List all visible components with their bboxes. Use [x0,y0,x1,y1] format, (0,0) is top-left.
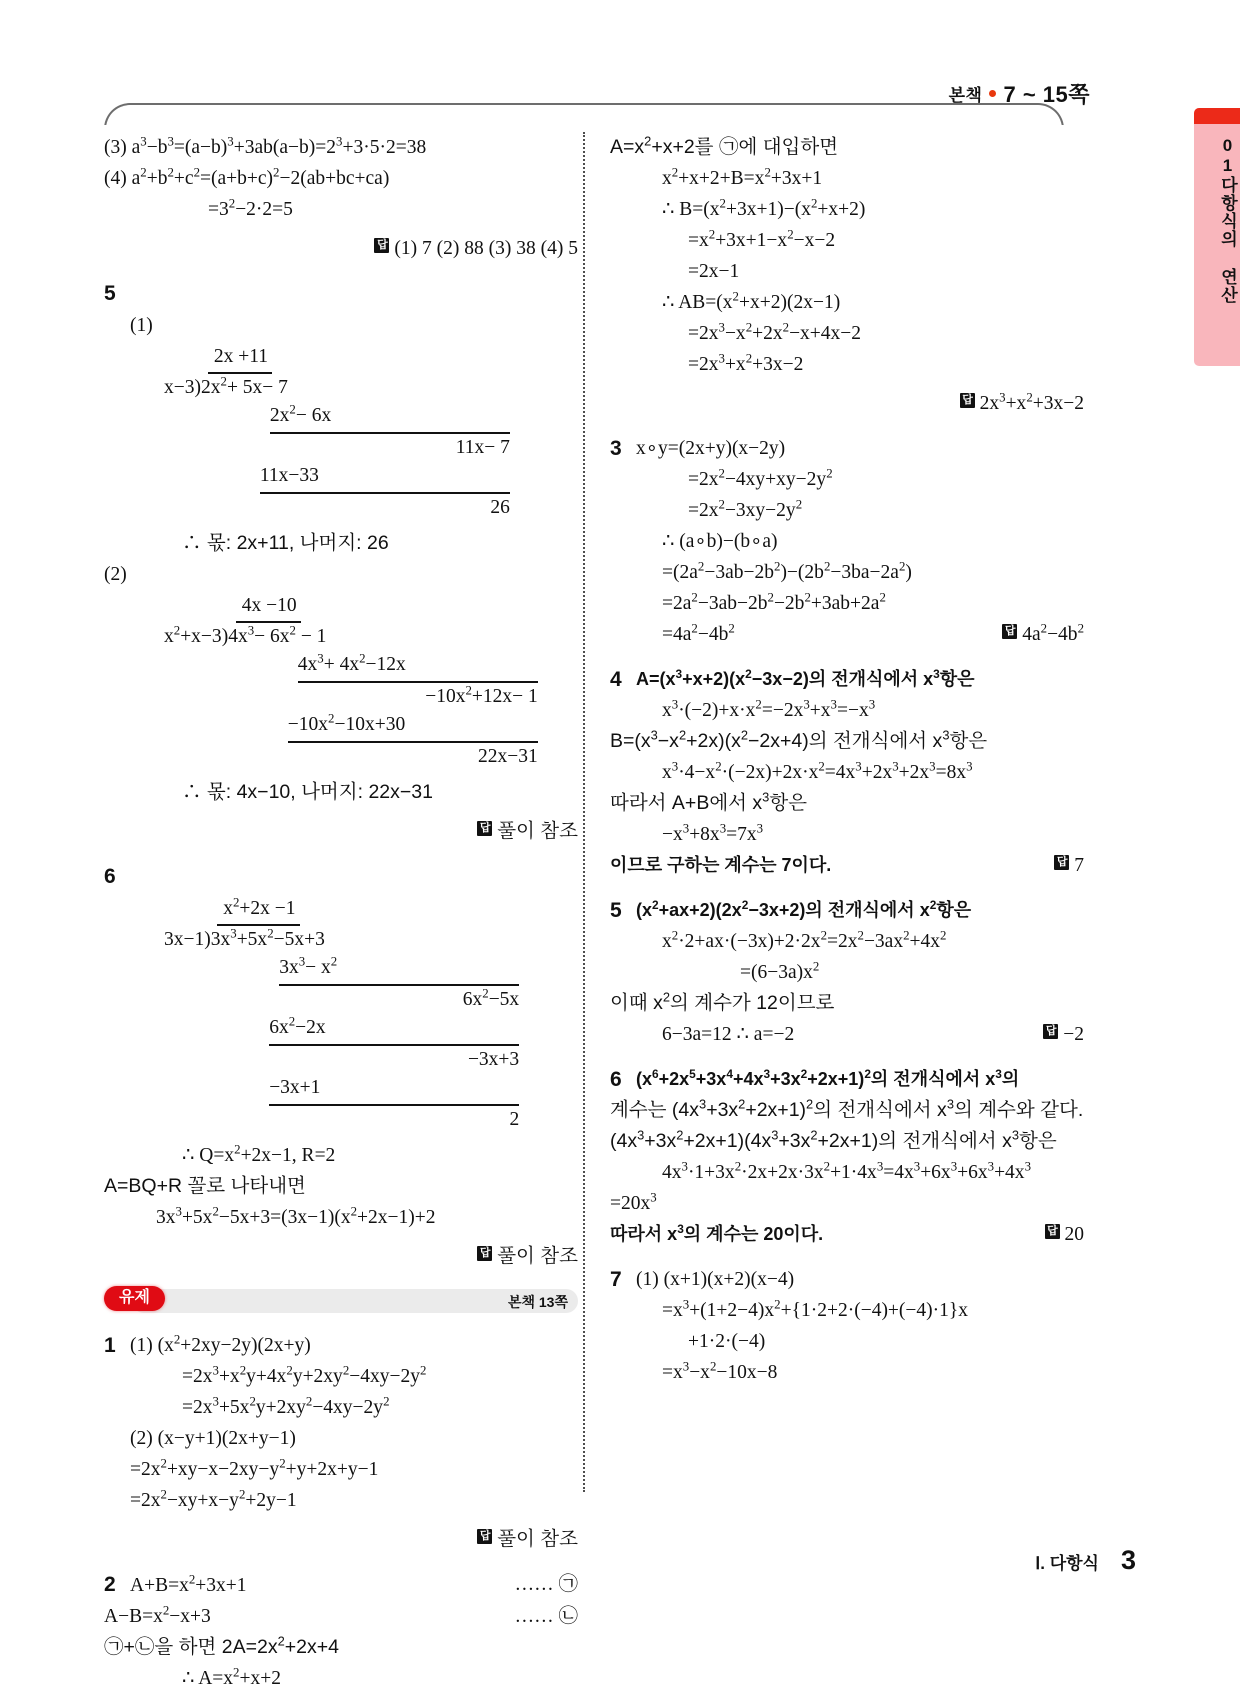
section-badge: 유제 [104,1286,165,1311]
division-step [104,462,510,494]
answer-line [104,233,578,264]
math-line: $=2x^3-x^2+2x^2-x+4x-2$ [688,320,862,344]
math-line: (2) (x−y+1)(2x+y−1) [130,1428,296,1449]
text-line: 따라서 A+B에서 $x^3$항은 [610,789,808,814]
question-number-row [104,278,578,310]
chapter-tab [1194,108,1240,366]
math-line: $=x^3-x^2-10x-8$ [662,1359,778,1383]
section-page-ref: 본책 13쪽 [507,1294,568,1310]
answer-value: 답 20 [1045,1219,1085,1250]
answer-value: 풀이 참조 [497,820,578,842]
math-line: (1) [130,315,153,336]
math-line: $=2x^2-4xy+xy-2y^2$ [688,466,833,490]
math-line: $=2x^2-xy+x-y^2+2y-1$ [130,1487,297,1511]
math-line: ∴ $B=(x^2+3x+1)-(x^2+x+2)$ [662,196,866,220]
division-divisor: x−3 [164,377,195,398]
long-division [104,343,578,522]
division-step [104,402,510,434]
division-bracket-icon: ) [221,626,229,647]
question-text: $(x^2+ax+2)(2x^2-3x+2)$의 전개식에서 $x^2$항은 [636,898,972,920]
division-step-value: $2x^2- 6x$ [270,402,510,434]
math-line-with-answer: 6−3a=12 ∴ a=−2 답 −2 [610,1019,1084,1050]
math-line: (2) [104,564,127,585]
division-step [104,651,538,683]
division-step-value: $-10x^2+12x- 1$ [425,683,538,707]
question-row [610,664,1084,695]
answer-value: 답 7 [1054,850,1084,881]
right-column-body [610,132,1084,1388]
answer-value: (1) 7 (2) 88 (3) 38 (4) 5 [394,238,578,259]
question-row [610,1264,1084,1295]
answer-value: $2x^3+x^2+3x-2$ [979,390,1084,414]
question-number: 5 [104,282,116,305]
chapter-tab-number: 01 [1218,136,1237,176]
division-step [104,683,538,711]
question-text: x∘y=(2x+y)(x−2y) [636,438,786,459]
text-content: 이므로 구하는 계수는 7이다. [610,855,832,875]
answer-value: 풀이 참조 [497,1245,578,1267]
text-line: 이때 $x^2$의 계수가 12이므로 [610,989,835,1014]
math-line: $=(2a^2-3ab-2b^2)-(2b^2-3ba-2a^2)$ [662,559,912,583]
division-step-value: 11x−33 [260,462,510,494]
division-bracket-icon: ) [194,377,201,398]
math-line: $=x^3+(1+2-4)x^2+\{1\cdot 2+2\cdot(-4)+(-4)\cdot 1\}x$ [662,1297,969,1321]
practice-section-body [104,1330,578,1694]
question-number: 2 [104,1573,116,1596]
question-row [610,433,1084,464]
question-text: $A=(x^3+x+2)(x^2-3x-2)$의 전개식에서 $x^3$항은 [636,667,975,689]
division-dividend-row [104,926,578,954]
math-line: $=3^2-2\cdot 2=5$ [208,196,293,220]
question-number: 4 [610,668,622,691]
text-line: ∴ 몫: 4x−10, 나머지: 22x−31 [182,781,433,803]
math-line-with-answer: $=4a^2-4b^2$ 답 $4a^2-4b^2$ [610,619,1084,650]
chapter-tab-cap [1194,108,1240,124]
division-step [104,434,510,462]
math-line: $3x^3+5x^2-5x+3=(3x-1)(x^2+2x-1)+2$ [156,1204,436,1228]
question-text: (1) $(x^2+2xy-2y)(2x+y)$ [130,1332,311,1356]
math-line: $=2x^2+xy-x-2xy-y^2+y+2x+y-1$ [130,1456,379,1480]
answer-marker-icon: 답 [477,821,492,836]
division-quotient: 2x +11 [104,343,578,374]
question-number: 3 [610,437,622,460]
math-line: $x^2+x+2+B=x^2+3x+1$ [662,165,823,189]
question-row [610,1064,1084,1095]
page-number: 3 [1120,1545,1136,1575]
division-step-value: $-10x^2-10x+30$ [288,711,538,743]
text-line: $A=x^2+x+2$를 ㉠에 대입하면 [610,133,839,158]
math-line: $=2x^3+x^2+3x-2$ [688,351,804,375]
math-line-with-ref: $A-B=x^2-x+3$ …… ㉡ [104,1601,578,1632]
question-number: 6 [104,865,116,888]
division-step-value: −3x+1 [269,1074,519,1106]
answer-marker-icon: 답 [1043,1024,1058,1039]
answer-line [104,816,578,847]
section-header-practice [104,1286,578,1316]
math-line: $=2a^2-3ab-2b^2-2b^2+3ab+2a^2$ [662,590,886,614]
question-number: 7 [610,1268,622,1291]
question-number: 6 [610,1068,622,1091]
division-step-value: 22x−31 [478,746,538,767]
footer-chapter: Ⅰ. 다항식 [1035,1554,1099,1573]
question-number: 5 [610,899,622,922]
long-division [104,592,578,771]
division-dividend: $3x^3+5x^2-5x+3$ [210,926,325,950]
division-step [104,1074,519,1106]
bullet-dot-icon [989,90,996,97]
answer-marker-icon: 답 [960,393,975,408]
math-line: $=2x^3+5x^2y+2xy^2-4xy-2y^2$ [182,1394,390,1418]
text-line: A=BQ+R 꼴로 나타내면 [104,1175,306,1197]
answer-marker-icon: 답 [1054,855,1069,870]
question-text: $A+B=x^2+3x+1$ [130,1572,247,1596]
division-step [104,711,538,743]
question-text: (1) (x+1)(x+2)(x−4) [636,1269,795,1290]
math-line: $4x^3\cdot 1+3x^2\cdot 2x+2x\cdot 3x^2+1\cdot 4x^3=4x^3+6x^3+6x^3+4x^3$ [662,1159,1031,1183]
running-head-range: 7 ~ 15쪽 [1003,82,1090,107]
right-column [610,132,1084,1388]
math-line: ∴ $AB=(x^2+x+2)(2x-1)$ [662,289,841,313]
division-dividend: $4x^3- 6x^2 - 1$ [228,623,327,647]
chapter-tab-title: 다항식의 연산 [1218,176,1237,304]
answer-marker-icon: 답 [1002,624,1017,639]
division-divisor: $x^2+x-3$ [164,623,222,647]
division-divisor: 3x−1 [164,929,205,950]
answer-value: 풀이 참조 [497,1528,578,1550]
text-line: $(4x^3+3x^2+2x+1)(4x^3+3x^2+2x+1)$의 전개식에서 $x^3$항은 [610,1127,1057,1152]
division-quotient: $x^2+2x -1$ [104,895,578,926]
answer-marker-icon: 답 [477,1529,492,1544]
answer-line [104,1241,578,1272]
text-line: ∴ 몫: 2x+11, 나머지: 26 [182,532,389,554]
division-quotient: 4x −10 [104,592,578,623]
math-line: $=2x^2-3xy-2y^2$ [688,497,803,521]
division-step-value: $6x^2-5x$ [462,986,520,1010]
math-line: ∴ (a∘b)−(b∘a) [662,531,778,552]
math-line: ∴ $A=x^2+x+2$ [182,1665,281,1689]
answer-marker-icon: 답 [1045,1224,1060,1239]
division-step [104,494,510,522]
division-step-value: 11x− 7 [455,437,510,458]
math-line: $=x^2+3x+1-x^2-x-2$ [688,227,836,251]
math-line: (4) $a^2+b^2+c^2=(a+b+c)^2-2(ab+bc+ca)$ [104,165,390,189]
question-row-with-ref [104,1569,578,1601]
math-line-with-answer [610,1219,1084,1250]
division-step [104,1046,519,1074]
equation-ref-label: …… ㉠ [514,1574,578,1595]
equation-ref-label: …… ㉡ [514,1606,578,1627]
division-step-value: $3x^3- x^2$ [279,954,519,986]
division-step [104,954,519,986]
answer-line [610,388,1084,419]
question-row [104,1330,578,1361]
division-step-value: −3x+3 [467,1049,520,1070]
math-line-with-answer [610,850,1084,881]
division-step-value: 26 [490,497,510,518]
math-line: $x^3\cdot 4-x^2\cdot(-2x)+2x\cdot x^2=4x^3+2x^3+2x^3=8x^3$ [662,759,973,783]
answer-value: 답 $4a^2-4b^2$ [1002,619,1084,650]
math-line: =2x−1 [688,261,740,282]
division-dividend-row [104,374,578,402]
math-line: +1·2·(−4) [688,1331,766,1352]
math-line: $x^3\cdot(-2)+x\cdot x^2=-2x^3+x^3=-x^3$ [662,697,876,721]
division-dividend-row [104,623,578,651]
division-dividend: $2x^2+ 5x- 7$ [201,374,288,398]
division-step [104,986,519,1014]
math-line: (3) $a^3-b^3=(a-b)^3+3ab(a-b)=2^3+3\cdot 5\cdot 2=38$ [104,134,427,158]
question-number: 1 [104,1334,116,1357]
division-step-value: 2 [509,1109,520,1130]
text-line: $B=(x^3-x^2+2x)(x^2-2x+4)$의 전개식에서 $x^3$항은 [610,727,988,752]
question-number-row [104,861,578,893]
text-line: ㉠+㉡을 하면 $2A=2x^2+2x+4$ [104,1633,339,1658]
division-step-value: $4x^3+ 4x^2-12x$ [298,651,538,683]
text-line: 계수는 $(4x^3+3x^2+2x+1)^2$의 전개식에서 $x^3$의 계수와 같다. [610,1096,1084,1121]
division-step [104,743,538,771]
running-head-book: 본책 [948,86,983,105]
math-line: $=20x^3$ [610,1190,657,1214]
long-division [104,895,578,1134]
question-text: $(x^6+2x^5+3x^4+4x^3+3x^2+2x+1)^2$의 전개식에서 $x^3$의 [636,1067,1020,1089]
division-step [104,1106,519,1134]
division-step [104,1014,519,1046]
math-line: $x^2\cdot 2+ax\cdot(-3x)+2\cdot 2x^2=2x^2-3ax^2+4x^2$ [662,928,947,952]
math-line: $=2x^3+x^2y+4x^2y+2xy^2-4xy-2y^2$ [182,1363,427,1387]
text-content: 따라서 $x^3$의 계수는 20이다. [610,1222,824,1244]
column-divider [583,132,585,1492]
division-step-value: $6x^2-2x$ [269,1014,519,1046]
math-line: ∴ $Q=x^2+2x-1$, R=2 [182,1142,336,1166]
math-line: $-x^3+8x^3=7x^3$ [662,821,764,845]
answer-marker-icon: 답 [477,1246,492,1261]
top-rule-divider [104,103,1064,129]
question-row [610,895,1084,926]
math-line: $=(6-3a)x^2$ [740,959,820,983]
left-column-body [104,132,578,1272]
answer-value: 답 −2 [1043,1019,1084,1050]
answer-line [104,1524,578,1555]
chapter-tab-label [1194,136,1240,356]
left-column [104,132,578,1694]
page-footer [1035,1545,1136,1576]
division-bracket-icon: ) [204,929,211,950]
answer-marker-icon: 답 [374,238,389,253]
